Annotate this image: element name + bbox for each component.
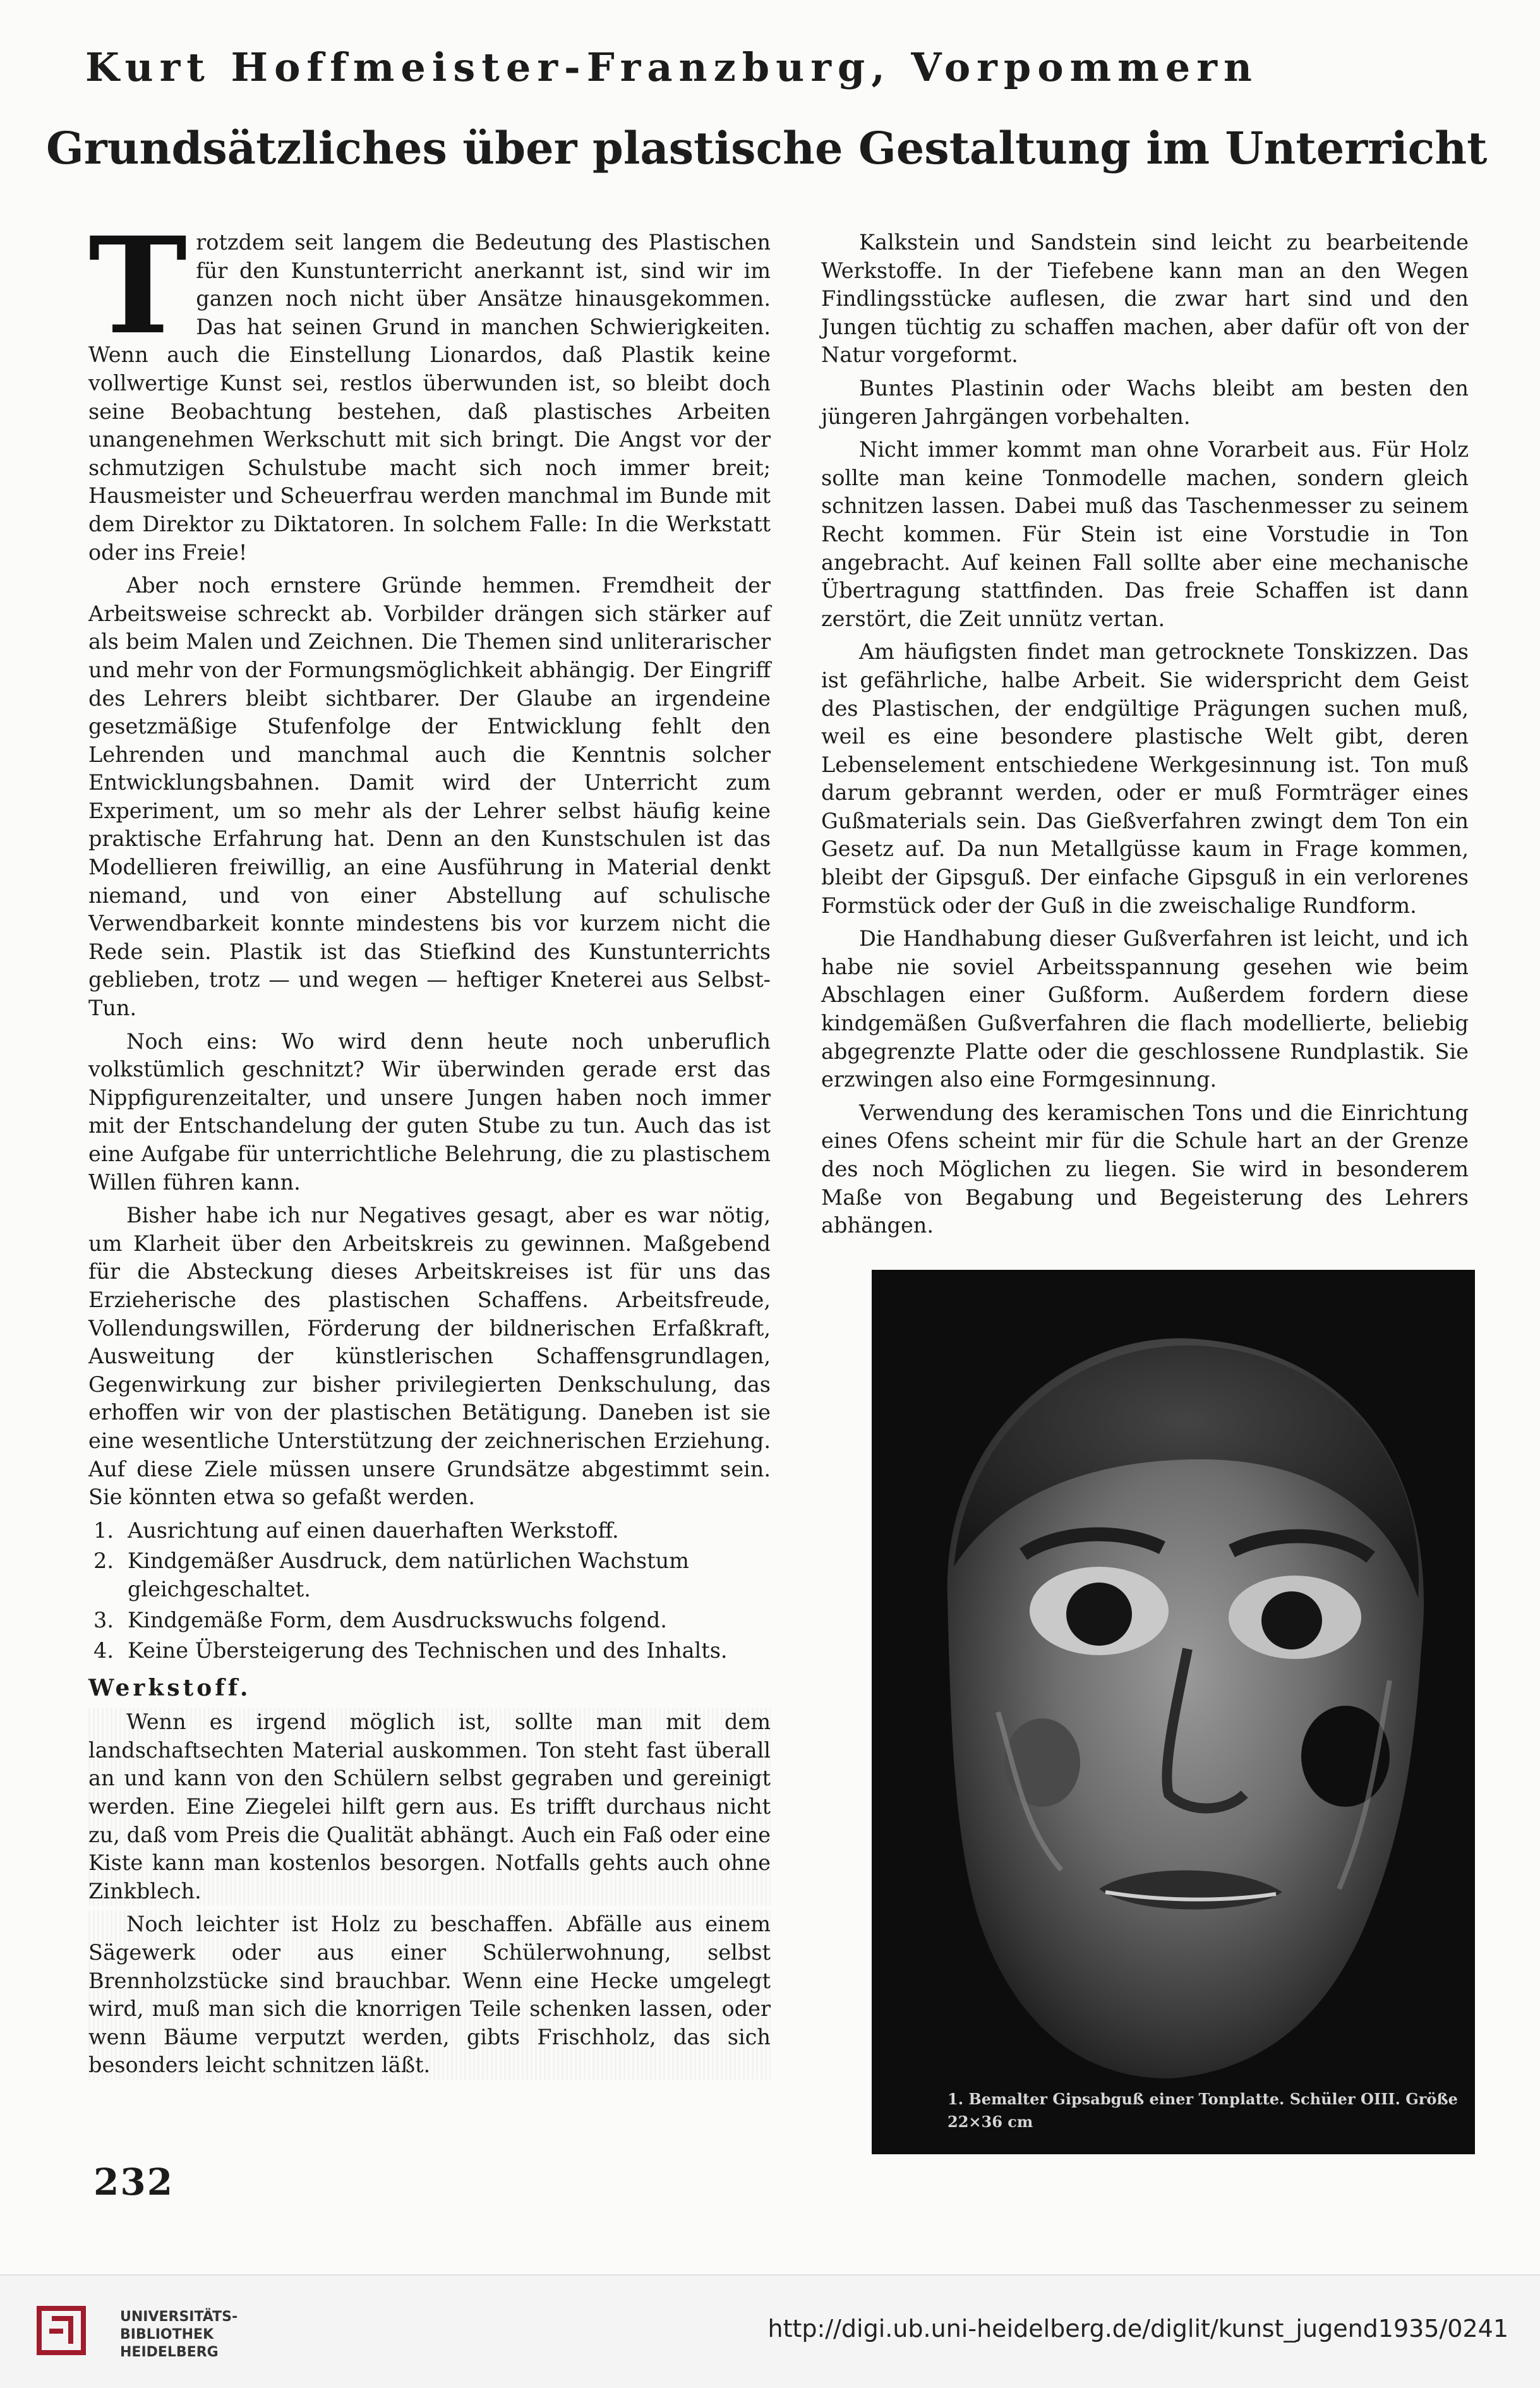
list-text: Ausrichtung auf einen dauerhaften Werkstoff.: [128, 1517, 619, 1543]
principles-list: [88, 1517, 771, 1665]
list-item: [88, 1637, 771, 1665]
paragraph: Die Handhabung dieser Gußverfahren ist leicht, und ich habe nie soviel Arbeitsspannung gesehen wie beim Abschlagen einer Gußform. Außerdem fordern diese kindgemäßen Gußverfahren die flach modellierte, beliebig abgegrenzte Platte oder die geschlossene Rundplastik. Sie erzwingen also eine Formgesinnung.: [821, 926, 1469, 1092]
library-name-line: BIBLIOTHEK: [120, 2327, 214, 2343]
right-column: [821, 229, 1469, 1245]
source-url-link[interactable]: http://digi.ub.uni-heidelberg.de/diglit/kunst_jugend1935/0241: [767, 2315, 1508, 2343]
figure-caption: 1. Bemalter Gipsabguß einer Tonplatte. Schüler OIII. Größe 22×36 cm: [947, 2090, 1458, 2131]
paragraph: Kalkstein und Sandstein sind leicht zu bearbeitende Werkstoffe. In der Tiefebene kann man an den Wegen Findlingsstücke auflesen, die zwar hart sind und den Jungen tüchtig zu schaffen machen, aber dafür oft von der Natur vorgeformt.: [821, 230, 1469, 368]
paragraph: Wenn es irgend möglich ist, sollte man mit dem landschaftsechten Material auskommen. Ton steht fast überall an und kann von den Schülern selbst gegraben und gereinigt werden. Eine Ziegelei hilft gern aus. Es trifft durchaus nicht zu, daß vom Preis die Qualität abhängt. Auch ein Faß oder eine Kiste kann man kostenlos besorgen. Notfalls gehts auch ohne Zinkblech.: [88, 1708, 771, 1905]
library-footer: [0, 2274, 1540, 2388]
paragraph: Aber noch ernstere Gründe hemmen. Fremdheit der Arbeitsweise schreckt ab. Vorbilder drängen sich stärker auf als beim Malen und Zeichnen. Die Themen sind unliterarischer und mehr von der Formungsmöglichkeit abhängig. Der Eingriff des Lehrers bleibt sichtbarer. Der Glaube an irgendeine gesetzmäßige Stufenfolge der Entwicklung fehlt den Lehrenden und manchmal auch die Kenntnis solcher Entwicklungsbahnen. Damit wird der Unterricht zum Experiment, um so mehr als der Lehrer selbst häufig keine praktische Erfahrung hat. Denn an den Kunstschulen ist das Modellieren freiwillig, an eine Ausführung in Material denkt niemand, und von einer Abstellung auf schulische Verwendbarkeit konnte mindestens bis vor kurzem nicht die Rede sein. Plastik ist das Stiefkind des Kunstunterrichts geblieben, trotz — und wegen — heftiger Kneterei aus Selbst-Tun.: [88, 573, 771, 1021]
paragraph: [88, 208, 771, 567]
section-heading: Werkstoff.: [88, 1674, 251, 1701]
library-name-line: UNIVERSITÄTS-: [120, 2309, 238, 2325]
list-item: [88, 1547, 771, 1603]
article-title: Grundsätzliches über plastische Gestaltung im Unterricht: [46, 122, 1488, 174]
university-library-logo-icon[interactable]: [33, 2300, 121, 2363]
paragraph: Noch eins: Wo wird denn heute noch unberuflich volkstümlich geschnitzt? Wir überwinden gerade erst das Nippfigurenzeitalter, und unsere Jungen haben noch immer mit der Entschandelung der guten Stube zu tun. Auch das ist eine Aufgabe für unterrichtliche Belehrung, die zu plastischem Willen führen kann.: [88, 1028, 771, 1195]
library-name-line: HEIDELBERG: [120, 2344, 219, 2360]
list-text: Kindgemäßer Ausdruck, dem natürlichen Wachstum gleichgeschaltet.: [128, 1548, 689, 1601]
paragraph: Noch leichter ist Holz zu beschaffen. Abfälle aus einem Sägewerk oder aus einer Schülerwohnung, selbst Brennholzstücke sind brauchbar. Wenn eine Hecke umgelegt wird, muß man sich die knorrigen Teile schenken lassen, oder wenn Bäume verputzt werden, gibts Frischholz, das sich besonders leicht schnitzen läßt.: [88, 1910, 771, 2080]
library-name: [120, 2308, 238, 2361]
paragraph: Buntes Plastinin oder Wachs bleibt am besten den jüngeren Jahrgängen vorbehalten.: [821, 375, 1469, 429]
left-column: [88, 208, 771, 2085]
list-number: 1.: [93, 1517, 114, 1543]
paragraph: Bisher habe ich nur Negatives gesagt, aber es war nötig, um Klarheit über den Arbeitskreis zu gewinnen. Maßgebend für die Absteckung dieses Arbeitskreises ist für uns das Erzieherische des plastischen Schaffens. Arbeitsfreude, Vollendungswillen, Förderung der bildnerischen Erfaßkraft, Ausweitung der künstlerischen Schaffensgrundlagen, Gegenwirkung zur bisher privilegierten Denkschulung, das erhoffen wir von der plastischen Betätigung. Daneben ist sie eine wesentliche Unterstützung der zeichnerischen Erziehung. Auf diese Ziele müssen unsere Grundsätze abgestimmt sein. Sie könnten etwa so gefaßt werden.: [88, 1203, 771, 1510]
page-number: 232: [93, 2161, 174, 2204]
list-number: 4.: [93, 1638, 114, 1663]
plaster-mask-image: [872, 1270, 1475, 2154]
list-item: [88, 1607, 771, 1635]
list-item: [88, 1517, 771, 1545]
paragraph: Nicht immer kommt man ohne Vorarbeit aus. Für Holz sollte man keine Tonmodelle machen, sondern gleich schnitzen lassen. Dabei muß das Taschenmesser zu seinem Recht kommen. Für Stein ist eine Vorstudie in Ton angebracht. Auf keinen Fall sollte aber eine mechanische Übertragung stattfinden. Das freie Schaffen ist dann zerstört, die Zeit unnütz vertan.: [821, 437, 1469, 631]
list-number: 3.: [93, 1607, 114, 1632]
figure-photo: [872, 1270, 1475, 2154]
author-line: Kurt Hoffmeister-Franzburg, Vorpommern: [85, 44, 1258, 90]
list-number: 2.: [93, 1548, 114, 1574]
paragraph: Verwendung des keramischen Tons und die Einrichtung eines Ofens scheint mir für die Schule hart an der Grenze des noch Möglichen zu liegen. Sie wird in besonderem Maße von Begabung und Begeisterung des Lehrers abhängen.: [821, 1100, 1469, 1238]
paragraph: Am häufigsten findet man getrocknete Tonskizzen. Das ist gefährliche, halbe Arbeit. Sie widerspricht dem Geist des Plastischen, der endgültige Prägungen suchen muß, weil es eine besondere plastische Welt gibt, deren Lebenselement entschiedene Werkgesinnung ist. Ton muß darum gebrannt werden, oder er muß Formträger eines Gußmaterials sein. Das Gießverfahren zwingt dem Ton ein Gesetz auf. Da nun Metallgüsse kaum in Frage kommen, bleibt der Gipsguß. Der einfache Gipsguß in ein verlorenes Formstück oder der Guß in die zweischalige Rundform.: [821, 639, 1469, 918]
list-text: Keine Übersteigerung des Technischen und des Inhalts.: [128, 1638, 728, 1663]
paragraph-text: rotzdem seit langem die Bedeutung des Plastischen für den Kunstunterricht anerkannt ist, sind wir im ganzen noch nicht über Ansätze hinausgekommen. Das hat seinen Grund in manchen Schwierigkeiten. Wenn auch die Einstellung Lionardos, daß Plastik keine vollwertige Kunst sei, restlos überwunden ist, so bleibt doch seine Beobachtung bestehen, daß plastisches Arbeiten unangenehmen Werkschutt mit sich bringt. Die Angst vor der schmutzigen Schulstube macht sich noch immer breit; Hausmeister und Scheuerfrau werden manchmal im Bunde mit dem Direktor zu Diktatoren. In solchem Falle: In die Werkstatt oder ins Freie!: [88, 230, 771, 565]
list-text: Kindgemäße Form, dem Ausdruckswuchs folgend.: [128, 1607, 667, 1632]
drop-cap-initial: T: [88, 208, 188, 364]
